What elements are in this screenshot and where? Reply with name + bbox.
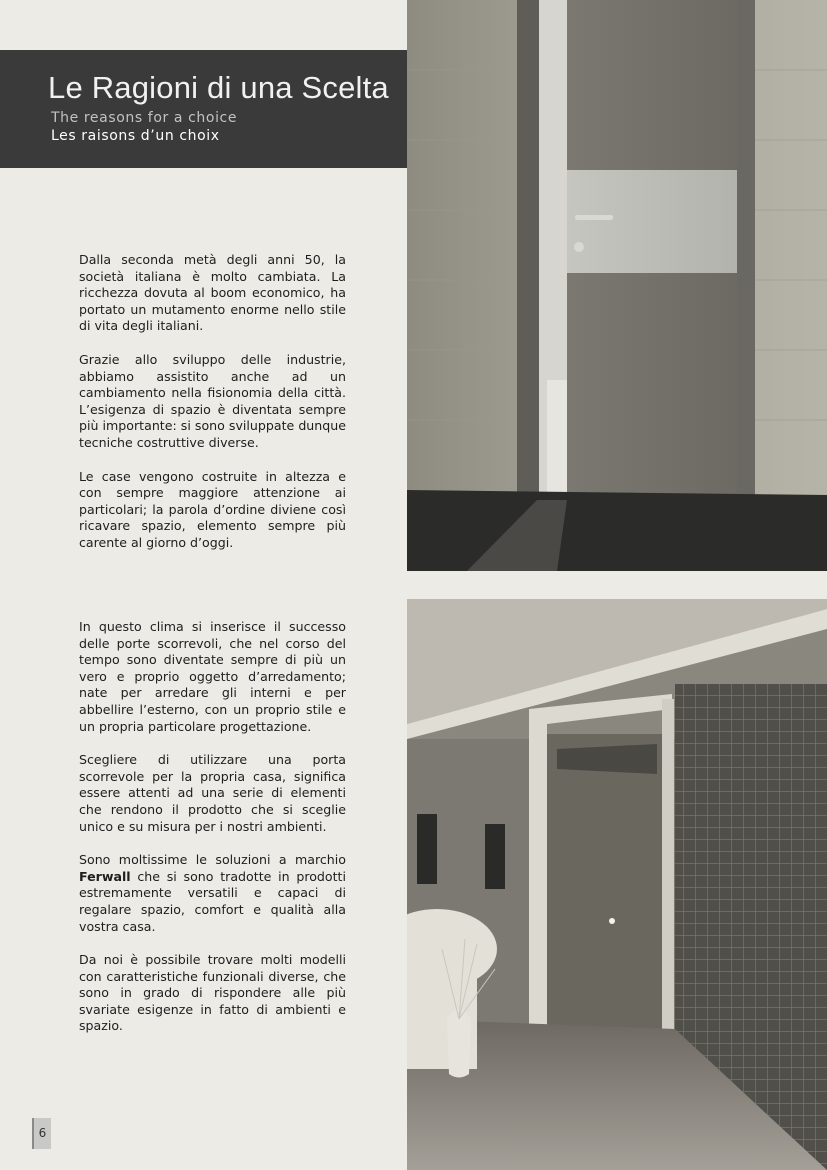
title-band <box>0 50 407 168</box>
paragraph: Scegliere di utilizzare una porta scorrevole per la propria casa, significa essere attenti ad una serie di elementi che rendono il prodotto che si sceglie unico e su misura per i nostri ambienti. <box>79 752 346 834</box>
door-photo-illustration <box>407 0 827 571</box>
page-number: 6 <box>32 1118 51 1149</box>
brand-name: Ferwall <box>79 868 131 884</box>
paragraph <box>79 852 346 935</box>
paragraph: Le case vengono costruite in altezza e con sempre maggiore attenzione ai particolari; la parola d’ordine diviene così ricavare spazio, elemento sempre più carente al giorno d’oggi. <box>79 468 346 550</box>
text-column-lower <box>79 619 346 1052</box>
paragraph: In questo clima si inserisce il successo delle porte scorrevoli, che nel corso del tempo sono diventate sempre di più un vero e proprio oggetto d’arredamento; nate per arredare gli interni e per abbellire l’esterno, con un proprio stile e un propria particolare progettazione. <box>79 619 346 734</box>
paragraph: Dalla seconda metà degli anni 50, la società italiana è molto cambiata. La ricchezza dovuta al boom economico, ha portato un mutamento enorme nello stile di vita degli italiani. <box>79 252 346 334</box>
paragraph-text: che si sono tradotte in prodotti estremamente versatili e capaci di regalare spazio, comfort e qualità alla vostra casa. <box>79 868 346 934</box>
text-column-upper <box>79 252 346 569</box>
paragraph-text: Sono moltissime le soluzioni a marchio <box>79 852 346 868</box>
sliding-door-photo <box>407 599 827 1170</box>
door-photo <box>407 0 827 571</box>
subtitle-english: The reasons for a choice <box>51 110 238 126</box>
paragraph: Grazie allo sviluppo delle industrie, abbiamo assistito anche ad un cambiamento nella fisionomia della città. L’esigenza di spazio è diventata sempre più importante: si sono sviluppate dunque tecniche costruttive diverse. <box>79 351 346 450</box>
sliding-door-photo-illustration <box>407 599 827 1170</box>
subtitle-french: Les raisons d’un choix <box>51 128 220 144</box>
paragraph: Da noi è possibile trovare molti modelli con caratteristiche funzionali diverse, che sono in grado di rispondere alle più svariate esigenze in fatto di ambienti e spazio. <box>79 952 346 1034</box>
page-title: Le Ragioni di una Scelta <box>48 70 389 105</box>
